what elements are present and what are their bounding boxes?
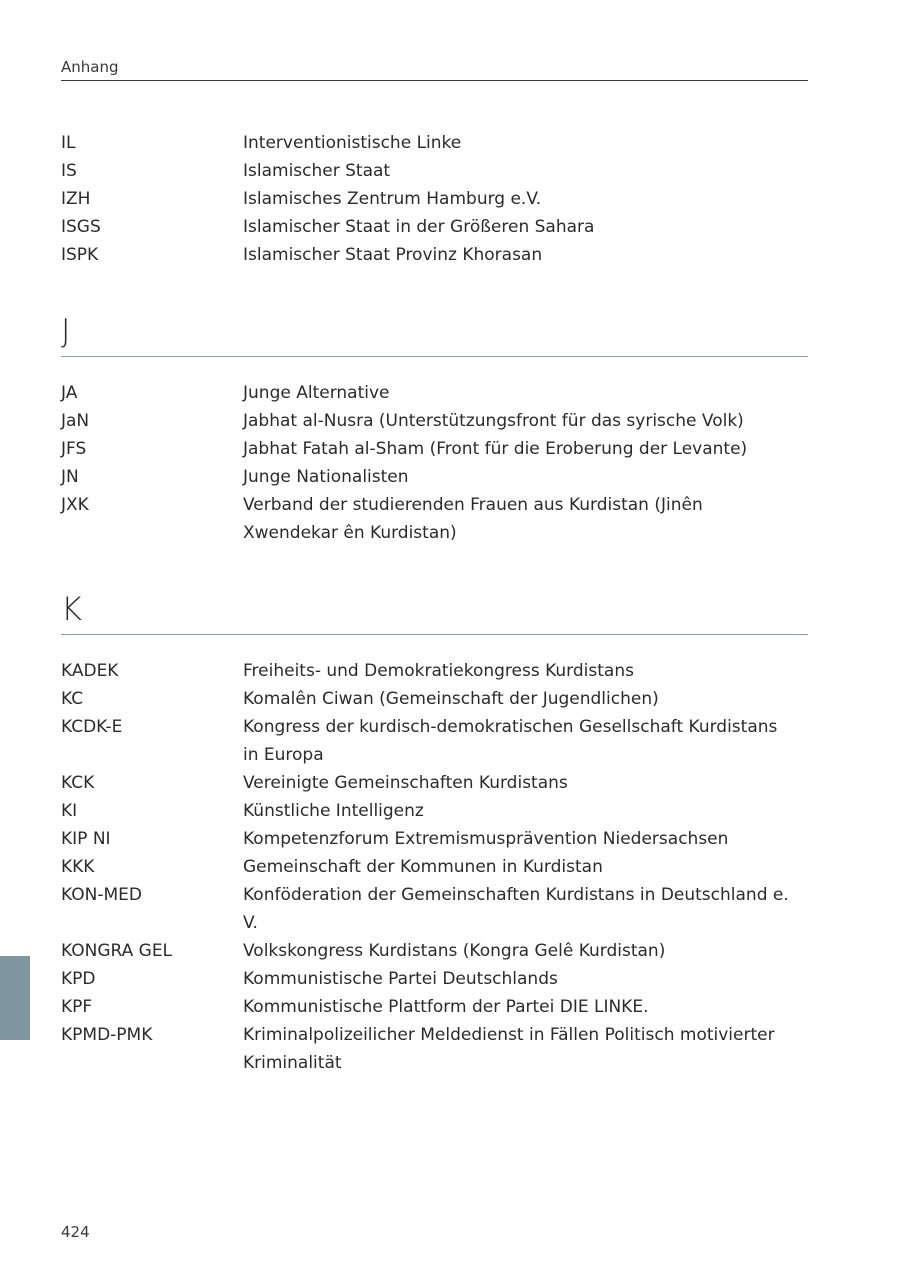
definition: Konföderation der Gemeinschaften Kurdistans in Deutschland e. V. [243, 885, 789, 933]
definition: Islamischer Staat in der Größeren Sahara [243, 217, 595, 237]
list-item [61, 881, 808, 937]
abbreviation: KCK [61, 773, 95, 793]
section-j [61, 311, 808, 547]
list-item [61, 463, 808, 491]
definition: Kommunistische Partei Deutschlands [243, 969, 558, 989]
definition: Gemeinschaft der Kommunen in Kurdistan [243, 857, 603, 877]
abbreviation: KPF [61, 997, 93, 1017]
list-item [61, 157, 808, 185]
section-letter: K [61, 590, 82, 628]
list-item [61, 379, 808, 407]
definition: Junge Alternative [243, 383, 390, 403]
abbreviation: JXK [61, 495, 89, 515]
abbreviation: KPD [61, 969, 96, 989]
definition: Jabhat Fatah al-Sham (Front für die Eroberung der Levante) [243, 439, 748, 459]
definition: Künstliche Intelligenz [243, 801, 424, 821]
list-item [61, 491, 808, 547]
definition: Islamischer Staat Provinz Khorasan [243, 245, 543, 265]
definition: Vereinigte Gemeinschaften Kurdistans [243, 773, 568, 793]
definition: Jabhat al-Nusra (Unterstützungsfront für das syrische Volk) [243, 411, 744, 431]
abbreviation: JFS [61, 439, 87, 459]
definition: Komalên Ciwan (Gemeinschaft der Jugendlichen) [243, 689, 659, 709]
list-item [61, 435, 808, 463]
definition: Interventionistische Linke [243, 133, 462, 153]
abbreviation-list [61, 657, 808, 1077]
abbreviation: KKK [61, 857, 95, 877]
abbreviation: KIP NI [61, 829, 111, 849]
definition: Kriminalpolizeilicher Meldedienst in Fällen Politisch motivierter Kriminalität [243, 1025, 775, 1073]
abbreviation: KADEK [61, 661, 119, 681]
definition: Islamischer Staat [243, 161, 391, 181]
abbreviation: JN [61, 467, 79, 487]
list-item [61, 129, 808, 157]
abbreviation: KC [61, 689, 84, 709]
list-item [61, 407, 808, 435]
list-item [61, 213, 808, 241]
definition: Volkskongress Kurdistans (Kongra Gelê Kurdistan) [243, 941, 666, 961]
abbreviation: JA [61, 383, 78, 403]
list-item [61, 965, 808, 993]
abbreviation: IZH [61, 189, 91, 209]
section-rule [61, 356, 808, 357]
abbreviation: KON-MED [61, 885, 142, 905]
list-item [61, 185, 808, 213]
abbreviation: KPMD-PMK [61, 1025, 153, 1045]
section-marker-tab [0, 956, 30, 1040]
list-item [61, 769, 808, 797]
header-rule [61, 80, 808, 81]
abbreviation: IL [61, 133, 76, 153]
abbreviation-list [61, 129, 808, 269]
definition: Islamisches Zentrum Hamburg e.V. [243, 189, 542, 209]
definition: Junge Nationalisten [243, 467, 409, 487]
list-item [61, 713, 808, 769]
running-header: Anhang [61, 58, 119, 76]
section-k [61, 589, 808, 1077]
section-letter: J [61, 312, 71, 350]
list-item [61, 993, 808, 1021]
list-item [61, 241, 808, 269]
abbreviation-list [61, 379, 808, 547]
definition: Freiheits- und Demokratiekongress Kurdistans [243, 661, 634, 681]
definition: Kommunistische Plattform der Partei DIE LINKE. [243, 997, 649, 1017]
page-number: 424 [61, 1223, 90, 1241]
list-item [61, 797, 808, 825]
abbreviation: IS [61, 161, 77, 181]
list-item [61, 825, 808, 853]
definition: Kongress der kurdisch-demokratischen Gesellschaft Kurdistans in Europa [243, 717, 778, 765]
abbreviation: ISPK [61, 245, 99, 265]
list-item [61, 853, 808, 881]
list-item [61, 657, 808, 685]
list-item [61, 937, 808, 965]
abbreviation: KONGRA GEL [61, 941, 173, 961]
section-i [61, 129, 808, 269]
definition: Kompetenzforum Extremismusprävention Niedersachsen [243, 829, 729, 849]
abbreviation: KCDK-E [61, 717, 123, 737]
definition: Verband der studierenden Frauen aus Kurdistan (Jinên Xwendekar ên Kurdistan) [243, 495, 703, 543]
abbreviation: ISGS [61, 217, 101, 237]
list-item [61, 1021, 808, 1077]
abbreviation: KI [61, 801, 78, 821]
abbreviation: JaN [61, 411, 90, 431]
list-item [61, 685, 808, 713]
section-rule [61, 634, 808, 635]
